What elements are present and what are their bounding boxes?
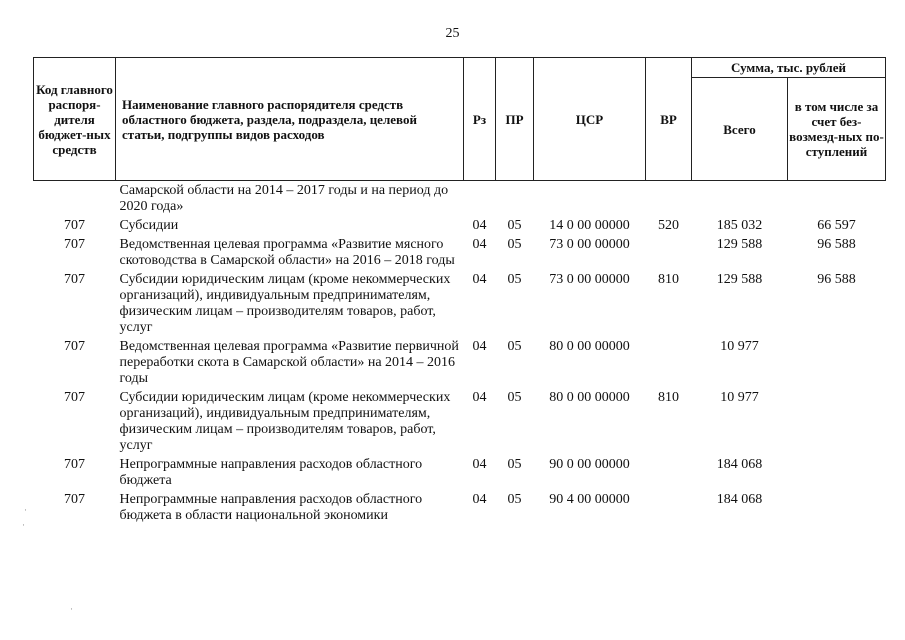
- cell-rz: 04: [472, 390, 487, 405]
- header-csr: ЦСР: [534, 58, 646, 181]
- cell-code: 707: [64, 339, 85, 354]
- table-row: [34, 339, 886, 390]
- cell-name: Ведомственная целевая программа «Развитие мясного скотоводства в Самарской области» на 2016 – 2018 годы: [119, 237, 455, 268]
- cell-name: Непрограммные направления расходов областного бюджета: [119, 457, 423, 488]
- cell-total: 185 032: [716, 218, 763, 233]
- cell-code: 707: [64, 272, 85, 287]
- cell-rz: 04: [472, 457, 487, 472]
- cell-rz: 04: [472, 237, 487, 252]
- cell-pr: 05: [507, 272, 522, 287]
- header-code: Код главного распоря-дителя бюджет-ных средств: [34, 58, 116, 181]
- cell-total: 184 068: [716, 492, 763, 507]
- cell-total: 10 977: [720, 390, 759, 405]
- cell-name: Самарской области на 2014 – 2017 годы и на период до 2020 года»: [119, 183, 449, 214]
- table-row: [34, 492, 886, 527]
- table-header: [34, 58, 886, 181]
- header-rz: Рз: [464, 58, 496, 181]
- cell-vr: 810: [658, 390, 679, 405]
- cell-vr: [646, 181, 692, 219]
- cell-rz: 04: [472, 218, 487, 233]
- cell-vr: [646, 237, 692, 272]
- cell-csr: 80 0 00 00000: [549, 390, 630, 405]
- cell-rz: [464, 181, 496, 219]
- header-incl: в том числе за счет без-возмезд-ных по-ступлений: [788, 78, 886, 181]
- cell-code: 707: [64, 218, 85, 233]
- table-row: [34, 237, 886, 272]
- cell-pr: 05: [507, 492, 522, 507]
- cell-rz: 04: [472, 339, 487, 354]
- cell-pr: 05: [507, 339, 522, 354]
- table-row: [34, 218, 886, 237]
- cell-name: Субсидии юридическим лицам (кроме некоммерческих организаций), индивидуальным предпринимателям, физическим лицам – производителям товаров, работ, услуг: [119, 272, 451, 335]
- cell-pr: 05: [507, 390, 522, 405]
- cell-vr: [646, 492, 692, 527]
- cell-total: 184 068: [716, 457, 763, 472]
- cell-name: Ведомственная целевая программа «Развитие первичной переработки скота в Самарской области» на 2014 – 2016 годы: [119, 339, 459, 386]
- cell-vr: [646, 457, 692, 492]
- cell-total: 129 588: [716, 237, 763, 252]
- cell-vr: 520: [658, 218, 679, 233]
- cell-total: 129 588: [716, 272, 763, 287]
- cell-csr: 73 0 00 00000: [549, 272, 630, 287]
- cell-total: 10 977: [720, 339, 759, 354]
- cell-pr: 05: [507, 457, 522, 472]
- header-vr: ВР: [646, 58, 692, 181]
- cell-rz: 04: [472, 272, 487, 287]
- cell-csr: 90 0 00 00000: [549, 457, 630, 472]
- cell-pr: [496, 181, 534, 219]
- cell-csr: 14 0 00 00000: [549, 218, 630, 233]
- cell-vr: [646, 339, 692, 390]
- cell-incl: [788, 457, 886, 492]
- cell-name: Субсидии: [119, 218, 179, 233]
- table-row: [34, 457, 886, 492]
- header-name: Наименование главного распорядителя средств областного бюджета, раздела, подраздела, целевой статьи, подгруппы видов расходов: [116, 58, 464, 181]
- cell-code: 707: [64, 492, 85, 507]
- cell-name: Субсидии юридическим лицам (кроме некоммерческих организаций), индивидуальным предпринимателям, физическим лицам – производителям товаров, работ, услуг: [119, 390, 451, 453]
- cell-code: [34, 181, 116, 219]
- cell-incl: 96 588: [817, 272, 856, 287]
- cell-incl: 66 597: [817, 218, 856, 233]
- budget-table: [33, 57, 886, 527]
- cell-csr: [534, 181, 646, 219]
- scan-speck: ·: [22, 520, 25, 530]
- cell-csr: 73 0 00 00000: [549, 237, 630, 252]
- cell-incl: [788, 492, 886, 527]
- table-row: [34, 181, 886, 219]
- cell-total: [692, 181, 788, 219]
- cell-incl: [788, 390, 886, 457]
- header-sum: Сумма, тыс. рублей: [692, 58, 886, 78]
- table-row: [34, 272, 886, 339]
- cell-pr: 05: [507, 218, 522, 233]
- cell-vr: 810: [658, 272, 679, 287]
- scan-speck: ·: [70, 604, 73, 614]
- scan-speck: ·: [24, 505, 27, 515]
- cell-code: 707: [64, 457, 85, 472]
- cell-name: Непрограммные направления расходов областного бюджета в области национальной экономики: [119, 492, 423, 523]
- table-row: [34, 390, 886, 457]
- page-number: 25: [445, 26, 460, 41]
- cell-csr: 80 0 00 00000: [549, 339, 630, 354]
- cell-code: 707: [64, 237, 85, 252]
- cell-incl: [788, 339, 886, 390]
- cell-code: 707: [64, 390, 85, 405]
- cell-incl: 96 588: [817, 237, 856, 252]
- cell-pr: 05: [507, 237, 522, 252]
- header-total: Всего: [692, 78, 788, 181]
- header-pr: ПР: [496, 58, 534, 181]
- cell-csr: 90 4 00 00000: [549, 492, 630, 507]
- cell-rz: 04: [472, 492, 487, 507]
- cell-incl: [788, 181, 886, 219]
